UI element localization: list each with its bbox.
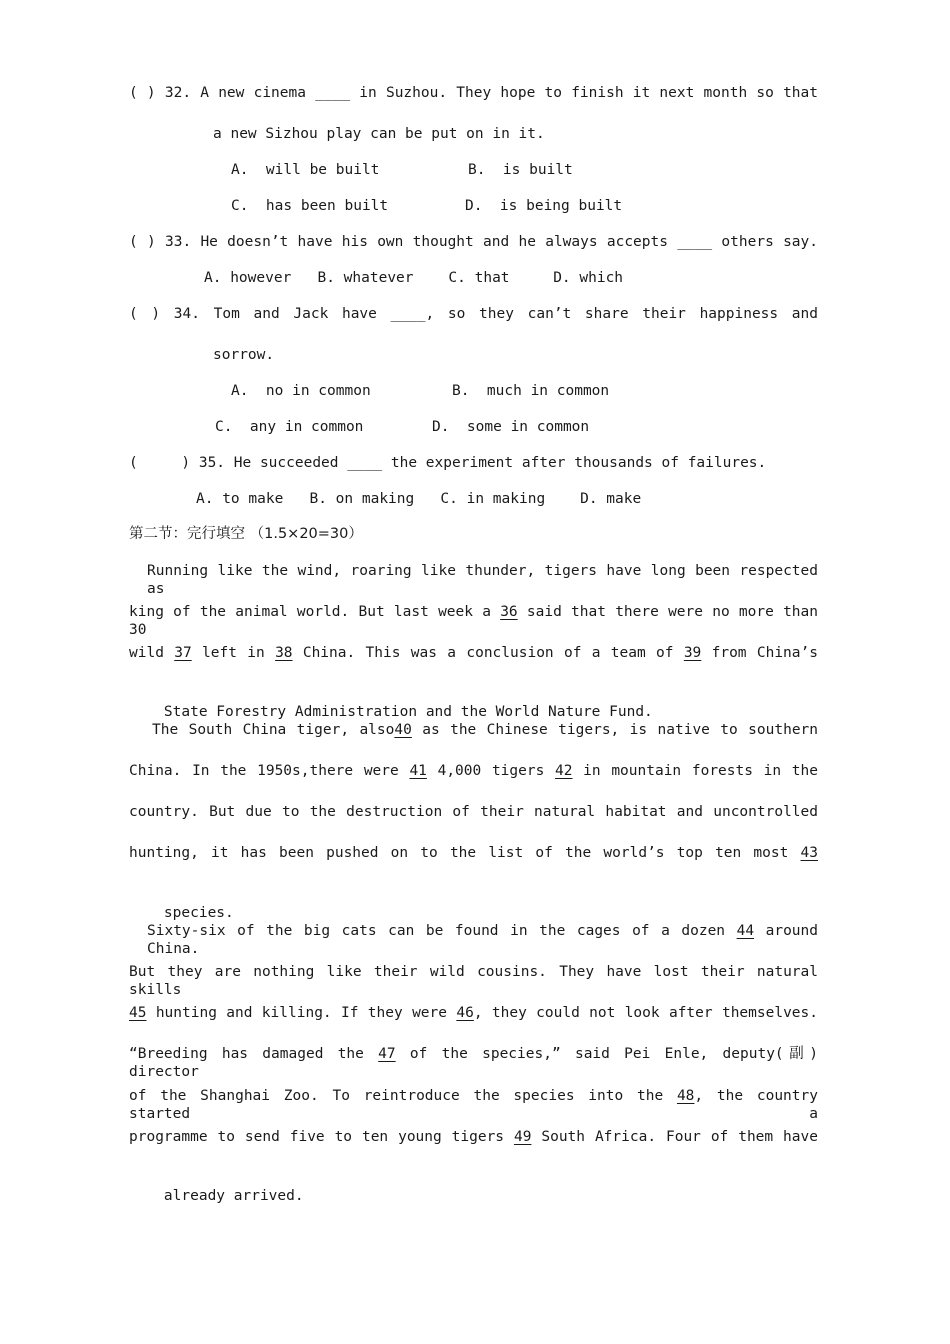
passage-line: species. <box>163 905 234 921</box>
question-35-options: A. to make B. on making C. in making D. make <box>196 491 642 507</box>
blank-47: 47 <box>378 1046 396 1062</box>
question-34-option-c: C. any in common <box>215 419 364 435</box>
blank-42: 42 <box>555 763 573 779</box>
blank-37: 37 <box>174 645 192 661</box>
passage-line: already arrived. <box>163 1188 304 1204</box>
blank-44: 44 <box>736 923 755 939</box>
question-32-stem-cont: a new Sizhou play can be put on in it. <box>213 126 545 142</box>
passage-line: China. In the 1950s,there were 41 4,000 tigers 42 in mountain forests in the <box>129 763 819 779</box>
passage-line: of the Shanghai Zoo. To reintroduce the species into the 48, the country started a <box>129 1088 818 1122</box>
passage-line: The South China tiger, also40 as the Chinese tigers, is native to southern <box>152 722 819 738</box>
question-34-option-a: A. no in common <box>231 383 371 399</box>
passage-line: hunting, it has been pushed on to the list of the world’s top ten most 43 <box>129 845 818 861</box>
blank-39: 39 <box>683 645 702 661</box>
question-34-option-b: B. much in common <box>452 383 610 399</box>
blank-46: 46 <box>456 1005 474 1021</box>
blank-41: 41 <box>409 763 427 779</box>
passage-line: Sixty-six of the big cats can be found in the cages of a dozen 44 around China. <box>147 923 818 957</box>
passage-line: wild 37 left in 38 China. This was a conclusion of a team of 39 from China’s <box>129 645 818 661</box>
blank-43: 43 <box>800 845 818 861</box>
question-34-option-d: D. some in common <box>432 419 590 435</box>
question-32-stem: ( ) 32. A new cinema ____ in Suzhou. They hope to finish it next month so that <box>129 85 818 101</box>
passage-line: country. But due to the destruction of their natural habitat and uncontrolled <box>129 804 818 820</box>
passage-line: State Forestry Administration and the World Nature Fund. <box>163 704 653 720</box>
passage-line: But they are nothing like their wild cousins. They have lost their natural skills <box>129 964 818 998</box>
passage-line: 45 hunting and killing. If they were 46, they could not look after themselves. <box>129 1005 818 1021</box>
question-34-stem-cont: sorrow. <box>213 347 275 363</box>
question-32-option-d: D. is being built <box>465 198 623 214</box>
question-33-options: A. however B. whatever C. that D. which <box>204 270 624 286</box>
section-title: 第二节：完行填空 （1.5×20=30） <box>129 526 363 542</box>
question-34-stem: ( ) 34. Tom and Jack have ____, so they can’t share their happiness and <box>129 306 818 322</box>
blank-48: 48 <box>676 1088 695 1104</box>
passage-line: “Breeding has damaged the 47 of the species,” said Pei Enle, deputy(副) director <box>129 1046 818 1080</box>
question-35-stem: ( ) 35. He succeeded ____ the experiment after thousands of failures. <box>129 455 767 471</box>
question-32-option-c: C. has been built <box>231 198 389 214</box>
question-32-option-b: B. is built <box>468 162 573 178</box>
blank-49: 49 <box>513 1129 532 1145</box>
blank-36: 36 <box>500 604 518 620</box>
question-33-stem: ( ) 33. He doesn’t have his own thought and he always accepts ____ others say. <box>129 234 818 250</box>
blank-40: 40 <box>394 722 412 738</box>
question-32-option-a: A. will be built <box>231 162 380 178</box>
passage-line: Running like the wind, roaring like thunder, tigers have long been respected as <box>147 563 818 597</box>
passage-line: programme to send five to ten young tigers 49 South Africa. Four of them have <box>129 1129 818 1145</box>
passage-line: king of the animal world. But last week a 36 said that there were no more than 30 <box>129 604 818 638</box>
blank-45: 45 <box>129 1005 147 1021</box>
blank-38: 38 <box>275 645 293 661</box>
